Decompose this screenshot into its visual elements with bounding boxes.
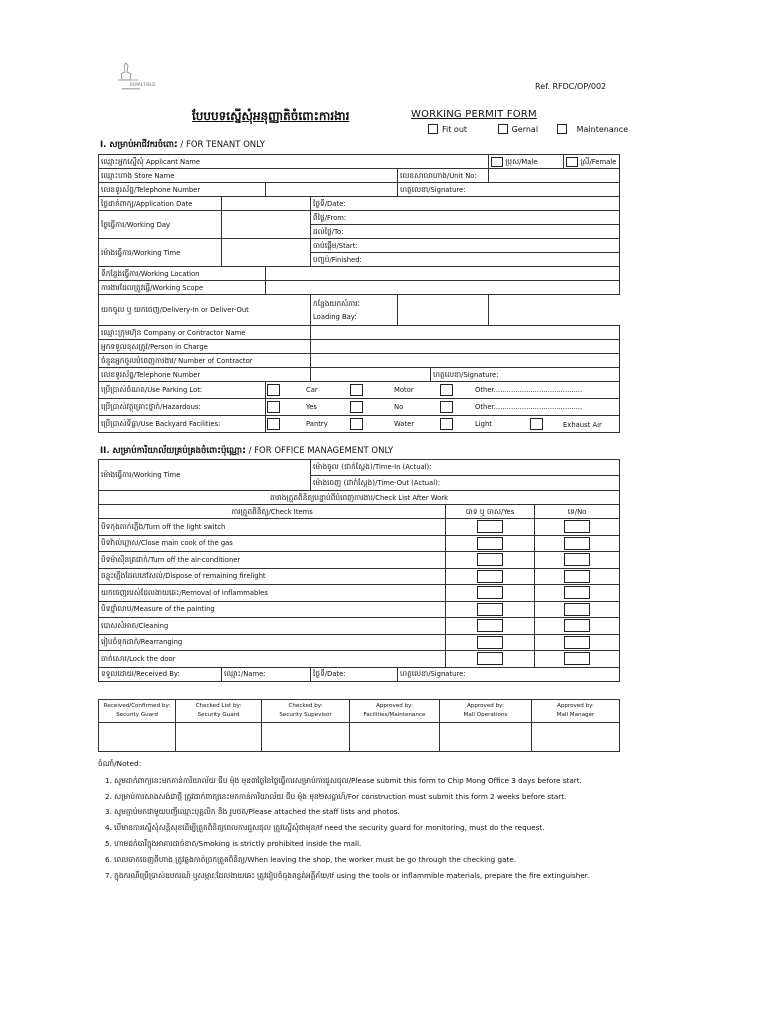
approval-label: Approved by: Facilities/Maintenance [350,700,440,723]
check-item-label: យកចេញរបស់ដែលងាយឆេះ/Removal of inflammables [99,585,446,602]
yes-column-header: បាទ ឬ ចាស/Yes [446,505,535,519]
check-yes-cell [446,601,535,618]
time-in-field[interactable]: ម៉ោងចូល (ជាក់ស្តែង)/Time-In (Actual): [311,460,620,476]
check-items-header: ការត្រួតពិនិត្យ/Check Items [99,505,446,519]
check-no-box[interactable] [564,520,590,533]
from-date-field[interactable]: ពីថ្ងៃ/From: [311,211,620,225]
check-no-cell [535,568,620,585]
tenant-section-table [98,154,620,433]
check-yes-cell [446,568,535,585]
hazardous-row: ប្រើប្រាស់វត្ថុគ្រោះថ្នាក់/Hazardous: Yes No Other......................................... [99,399,620,416]
check-no-box[interactable] [564,537,590,550]
check-yes-cell [446,634,535,651]
checklist-row [99,552,620,569]
contractor-number-field[interactable] [311,354,620,368]
car-checkbox[interactable] [267,384,280,396]
fit-out-checkbox[interactable] [428,124,438,134]
check-item-label: បោសសំអាត/Cleaning [99,618,446,635]
general-label: Gernal [511,124,539,134]
application-date-row: ថ្ងៃដាក់ពាក្យ/Application Date ថ្ងៃទី/Date: [99,197,620,211]
hazard-other-checkbox[interactable] [440,401,453,413]
working-location-row: ទីកន្លែងធ្វើការ/Working Location [99,267,620,281]
check-no-box[interactable] [564,619,590,632]
to-date-field[interactable]: ដល់ថ្ងៃ/To: [311,225,620,239]
check-yes-cell [446,519,535,536]
pantry-checkbox[interactable] [267,418,280,430]
check-no-box[interactable] [564,603,590,616]
company-row: ឈ្មោះក្រុមហ៊ុន Company or Contractor Name [99,326,620,340]
male-checkbox[interactable] [491,157,503,167]
form-title-khmer: បែបបទស្នើសុំអនុញ្ញាតិចំពោះការងារ [192,109,350,123]
received-signature-field[interactable]: ហត្ថលេខា/Signature: [398,667,620,681]
exhaust-air-checkbox[interactable] [530,418,543,430]
approvals-table [98,699,620,752]
working-scope-field[interactable] [266,281,620,295]
check-no-box[interactable] [564,586,590,599]
check-yes-box[interactable] [477,586,503,599]
contractor-signature-field[interactable]: ហត្ថលេខា/Signature: [431,368,620,382]
applicant-row: ឈ្មោះអ្នកស្នើសុំ Applicant Name ប្រុស/Male ស្រី/Female [99,155,620,169]
form-title: WORKING PERMIT FORM [411,109,537,120]
check-item-label: បិទម៉ាស៊ីនត្រជាក់/Turn off the air-conditioner [99,552,446,569]
check-yes-box[interactable] [477,570,503,583]
checklist-title-row [99,491,620,505]
received-date-field[interactable]: ថ្ងៃទី/Date: [311,667,398,681]
finish-time-field[interactable]: បញ្ចប់/Finished: [311,253,620,267]
check-no-cell [535,634,620,651]
checklist-row [99,634,620,651]
unit-no-field[interactable]: លេខសាលាហាង/Unit No: [398,169,489,183]
working-scope-row: ការងារដែលត្រូវធ្វើ/Working Scope [99,281,620,295]
check-no-cell [535,552,620,569]
approval-label: Received/Confirmed by: Security Guard [99,700,176,723]
checklist-header-row [99,505,620,519]
note-item: 4. បើមានការស្នើសុំសន្តិសុខដើម្បីត្រួតពិនិត្យពេលការជួសជុល ត្រូវស្នើសុំជាមុន/If need the security guard for monitoring, must do the request. [105,823,545,833]
check-yes-cell [446,618,535,635]
no-column-header: ទេ/No [535,505,620,519]
notes-title: ចំណាំ/Noted: [98,759,142,768]
approval-signature-box[interactable] [262,723,350,752]
start-time-field[interactable]: ចាប់ផ្តើម/Start: [311,239,620,253]
delivery-row: យកចូល ឬ យកចេញ/Delivery-In or Deliver-Out កន្លែងយកសំភារៈ Loading Bay: [99,295,620,326]
general-checkbox[interactable] [498,124,508,134]
check-yes-box[interactable] [477,553,503,566]
check-no-box[interactable] [564,636,590,649]
checklist-row [99,568,620,585]
check-no-cell [535,651,620,668]
application-date-field[interactable]: ថ្ងៃទី/Date: [311,197,620,211]
check-yes-box[interactable] [477,636,503,649]
time-out-field[interactable]: ម៉ោងចេញ (ជាក់ស្តែង)/Time-Out (Actual): [311,475,620,491]
telephone-field[interactable] [266,183,398,197]
check-item-label: បិទថ្នាំលាប/Measure of the painting [99,601,446,618]
telephone-2-row: លេខទូរស័ព្ទ/Telephone Number ហត្ថលេខា/Signature: [99,368,620,382]
company-field[interactable] [311,326,620,340]
approval-label: Checked by: Security Supevisor [262,700,350,723]
motor-checkbox[interactable] [350,384,363,396]
check-item-label: រៀបចំទុកដាក់/Rearranging [99,634,446,651]
check-no-cell [535,601,620,618]
company-logo [108,62,156,92]
check-yes-cell [446,535,535,552]
hazard-no-checkbox[interactable] [350,401,363,413]
reference-number: Ref. RFDC/OP/002 [535,82,607,91]
working-day-from-row: ថ្ងៃធ្វើការ/Working Day ពីថ្ងៃ/From: [99,211,620,225]
check-no-cell [535,535,620,552]
section-1-heading: I. សម្រាប់អាជីវករចំពោះ / FOR TENANT ONLY [100,140,265,150]
maintenance-label: Maintenance [576,124,629,134]
note-item: 5. ហាមជក់បារីក្នុងអាគារដាច់ខាត/Smoking is strictly prohibited inside the mall. [105,838,362,848]
check-yes-box[interactable] [477,603,503,616]
contractor-telephone-field[interactable] [311,368,431,382]
maintenance-checkbox[interactable] [557,124,567,134]
logo-text: ROYAL FIELD [130,82,156,87]
approval-label: Approved by: Mall Manager [532,700,620,723]
check-no-box[interactable] [564,570,590,583]
other-parking-checkbox[interactable] [440,384,453,396]
section-2-heading: II. សម្រាប់ការិយាល័យគ្រប់គ្រងចំពោះប៉ុណ្ណោះ / FOR OFFICE MANAGEMENT ONLY [100,446,394,456]
working-time-start-row: ម៉ោងធ្វើការ/Working Time ចាប់ផ្តើម/Start: [99,239,620,253]
store-row [99,169,620,183]
checklist-row [99,519,620,536]
check-item-label: បិទវ៉ាល់ហ្គាស/Close main cook of the gas [99,535,446,552]
check-yes-cell [446,585,535,602]
contractor-number-row: ចំនួនអ្នកចូលបំពេញការងារ/ Number of Contractor [99,354,620,368]
backyard-row: ប្រើប្រាស់ទីធ្លា/Use Backyard Facilities: Pantry Water Light Exhaust Air [99,416,620,433]
time-in-row: ម៉ោងធ្វើការ/Working Time ម៉ោងចូល (ជាក់ស្តែង)/Time-In (Actual): [99,460,620,476]
light-checkbox[interactable] [440,418,453,430]
check-no-box[interactable] [564,553,590,566]
working-location-field[interactable] [266,267,620,281]
checklist-items [99,519,620,668]
checklist-row [99,618,620,635]
received-name-field[interactable]: ឈ្មោះ/Name: [222,667,311,681]
approval-signature-box[interactable] [176,723,262,752]
check-yes-box[interactable] [477,619,503,632]
approval-label: Checked List by: Security Guard [176,700,262,723]
approval-label: Approved by: Mall Operations [440,700,532,723]
person-in-charge-field[interactable] [311,340,620,354]
hazard-yes-checkbox[interactable] [267,401,280,413]
checklist-row [99,535,620,552]
check-yes-cell [446,552,535,569]
person-in-charge-row: អ្នកទទួលខុសត្រូវ/Person in Charge [99,340,620,354]
check-no-cell [535,585,620,602]
note-item: 7. ក្នុងករណីប្រើប្រាស់ឧបករណ៍ ឬសម្ភារៈដែលងាយឆេះ ត្រូវរៀបចំធុងពន្លត់អគ្គីភ័យ/If using the tools or inflammible materials, prepare the fire extinguisher. [105,870,590,880]
approval-signature-box[interactable] [440,723,532,752]
parking-row: ប្រើប្រាស់ចំណត/Use Parking Lot: Car Motor Other......................................... [99,382,620,399]
checklist-title: តារាងត្រួតពិនិត្យបន្ទាប់ពីបំពេញការងារ/Check List After Work [99,491,620,505]
check-no-cell [535,519,620,536]
check-yes-box[interactable] [477,520,503,533]
telephone-row: លេខទូរស័ព្ទ/Telephone Number ហត្ថលេខា/Signature: [99,183,620,197]
checklist-row [99,585,620,602]
note-item: 3. សូមភ្ជាប់មកជាមួយបញ្ជីឈ្មោះបុគ្គលិក និង រូបថត/Please attached the staff lists and photos. [105,807,400,817]
check-item-label: បិទកុងតាក់ភ្លើង/Turn off the light switch [99,519,446,536]
water-checkbox[interactable] [350,418,363,430]
check-no-cell [535,618,620,635]
check-no-box[interactable] [564,652,590,665]
approval-signature-box[interactable] [532,723,620,752]
checklist-row [99,601,620,618]
check-item-label: ចន្លុះភ្លើងដែលនៅសល់/Dispose of remaining firelight [99,568,446,585]
check-item-label: ចាក់សោរ/Lock the door [99,651,446,668]
permit-type-options [428,124,636,134]
note-item: 1. សូមដាក់ពាក្យនេះមកកាន់ការិយាល័យ ជីប ម៉ុង មុន៣ថ្ងៃនៃថ្ងៃធ្វើការសម្រាប់ការជួសជុល/Please submit this form to Chip Mong Office 3 days before start. [105,775,582,785]
check-yes-box[interactable] [477,537,503,550]
approval-signature-box[interactable] [350,723,440,752]
received-by-row: ទទួលដោយ/Received By: ឈ្មោះ/Name: ថ្ងៃទី/Date: ហត្ថលេខា/Signature: [99,667,620,681]
office-section-table [98,459,620,682]
check-yes-box[interactable] [477,652,503,665]
check-yes-cell [446,651,535,668]
notes-list [98,773,589,884]
approval-signature-box[interactable] [99,723,176,752]
fit-out-label: Fit out [442,124,468,134]
loading-bay-field[interactable]: កន្លែងយកសំភារៈ Loading Bay: [311,295,398,326]
approval-labels-row [99,700,620,723]
store-name-field[interactable]: ឈ្មោះហាង Store Name [99,169,398,183]
approval-signatures-row [99,723,620,752]
female-checkbox[interactable] [566,157,578,167]
note-item: 2. សម្រាប់ការសាងសង់ជាថ្មី ត្រូវដាក់ពាក្យនេះមកកាន់ការិយាល័យ ជីប ម៉ុង មុន២សប្តាហ៍/For construction must submit this form 2 weeks before start. [105,791,567,801]
signature-field[interactable]: ហត្ថលេខា/Signature: [398,183,620,197]
note-item: 6. ពេលចាកចេញពីហាង ត្រូវឆ្លងកាត់ច្រកត្រួតពិនិត្យ/When leaving the shop, the worker must be go through the checking gate. [105,854,517,864]
checklist-row [99,651,620,668]
notes-section [98,756,589,883]
